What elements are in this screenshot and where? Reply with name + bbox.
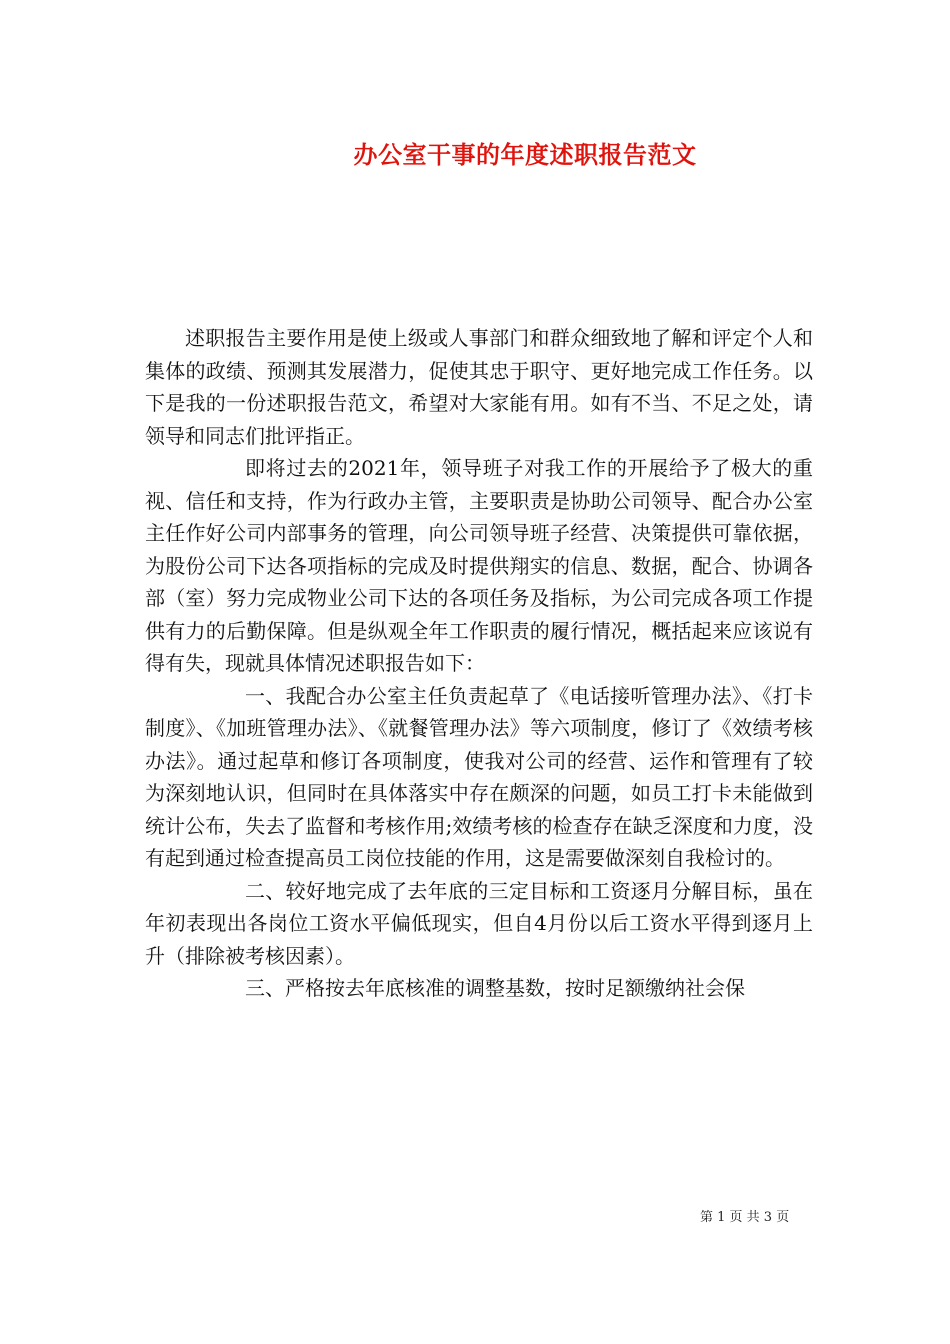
paragraph-overview: 即将过去的2021年，领导班子对我工作的开展给予了极大的重视、信任和支持，作为行政办主管，主要职责是协助公司领导、配合办公室主任作好公司内部事务的管理，向公司领导班子经营、决策提供可靠依据，为股份公司下达各项指标的完成及时提供翔实的信息、数据，配合、协调各部（室）努力完成物业公司下达的各项任务及指标，为公司完成各项工作提供有力的后勤保障。但是纵观全年工作职责的履行情况，概括起来应该说有得有失，现就具体情况述职报告如下：: [145, 456, 813, 675]
document-title: 办公室干事的年度述职报告范文: [353, 140, 697, 169]
document-body: [145, 322, 813, 1005]
paragraph-intro: 述职报告主要作用是使上级或人事部门和群众细致地了解和评定个人和集体的政绩、预测其发展潜力，促使其忠于职守、更好地完成工作任务。以下是我的一份述职报告范文，希望对大家能有用。如有不当、不足之处，请领导和同志们批评指正。: [145, 326, 813, 448]
paragraph-item-3: 三、严格按去年底核准的调整基数，按时足额缴纳社会保: [245, 976, 745, 1000]
paragraph-item-1: 一、我配合办公室主任负责起草了《电话接听管理办法》、《打卡制度》、《加班管理办法》、《就餐管理办法》等六项制度，修订了《效绩考核办法》。通过起草和修订各项制度，使我对公司的经营、运作和管理有了较为深刻地认识，但同时在具体落实中存在颇深的问题，如员工打卡未能做到统计公布，失去了监督和考核作用;效绩考核的检查存在缺乏深度和力度，没有起到通过检查提高员工岗位技能的作用，这是需要做深刻自我检讨的。: [145, 683, 813, 870]
page-number-footer: 第 1 页 共 3 页: [700, 1210, 790, 1225]
paragraph-item-2: 二、较好地完成了去年底的三定目标和工资逐月分解目标，虽在年初表现出各岗位工资水平偏低现实，但自4月份以后工资水平得到逐月上升（排除被考核因素）。: [145, 878, 813, 968]
